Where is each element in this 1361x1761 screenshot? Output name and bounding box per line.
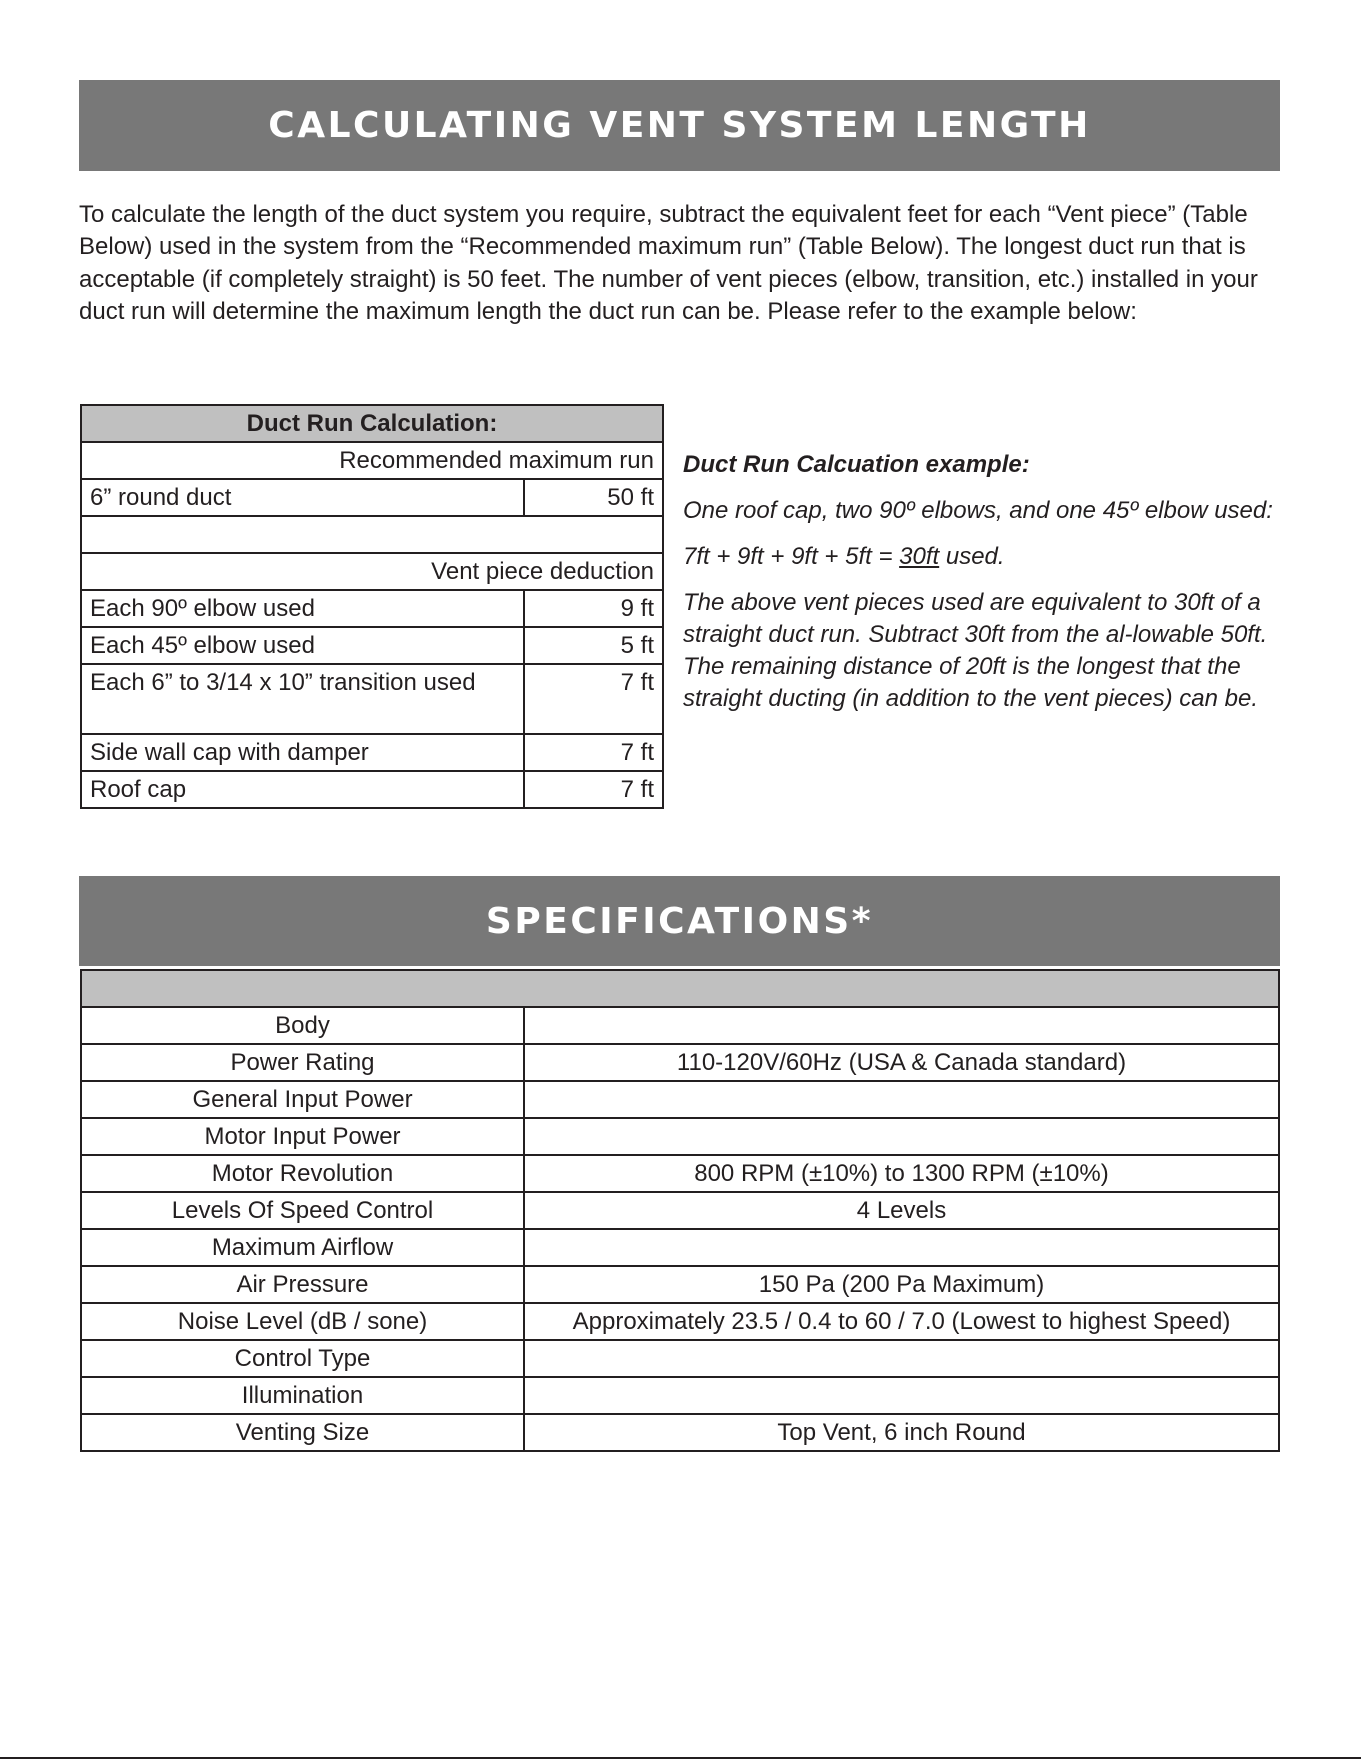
deduction-heading: Vent piece deduction (81, 553, 663, 590)
spacer-row (81, 516, 663, 553)
formula-prefix: 7ft + 9ft + 9ft + 5ft = (683, 543, 900, 570)
table-row (81, 627, 663, 664)
table-row (81, 1192, 1279, 1229)
spec-label: Motor Revolution (81, 1155, 524, 1192)
deduction-label: Each 6” to 3/14 x 10” transition used (81, 664, 524, 734)
deduction-value: 7 ft (524, 734, 663, 771)
table-row (81, 664, 663, 734)
duct-label: 6” round duct (81, 479, 524, 516)
table-row (81, 771, 663, 808)
example-para-explanation: The above vent pieces used are equivalent to 30ft of a straight duct run. Subtract 30ft from the al-lowable 50ft. The remaining distance of 20ft is the longest that the straight ducting (in addition to the vent pieces) can be. (683, 589, 1268, 712)
spec-value (524, 1007, 1279, 1044)
example-para-pieces: One roof cap, two 90º elbows, and one 45º elbow used: (683, 497, 1273, 524)
spec-value: 150 Pa (200 Pa Maximum) (524, 1266, 1279, 1303)
deduction-value: 7 ft (524, 771, 663, 808)
table-row (81, 1155, 1279, 1192)
vent-section-title: CALCULATING VENT SYSTEM LENGTH (268, 105, 1091, 146)
spec-label: Air Pressure (81, 1266, 524, 1303)
table-row (81, 1118, 1279, 1155)
formula-suffix: used. (939, 543, 1005, 570)
example-formula (683, 541, 1283, 573)
table-row (81, 1340, 1279, 1377)
intro-paragraph: To calculate the length of the duct system you require, subtract the equivalent feet for each “Vent piece” (Table Below) used in the system from the “Recommended maximum run” (Table Below). The longest duct run that is acceptable (if completely straight) is 50 feet. The number of vent pieces (elbow, transition, etc.) installed in your duct run will determine the maximum length the duct run can be. Please refer to the example below: (79, 201, 1258, 325)
table-row (81, 479, 663, 516)
spec-label: Body (81, 1007, 524, 1044)
spec-label: Control Type (81, 1340, 524, 1377)
spec-value (524, 1118, 1279, 1155)
spec-label: Power Rating (81, 1044, 524, 1081)
spec-value: 110-120V/60Hz (USA & Canada standard) (524, 1044, 1279, 1081)
table-row (81, 734, 663, 771)
table-row (81, 1266, 1279, 1303)
spec-label: Venting Size (81, 1414, 524, 1451)
deduction-value: 9 ft (524, 590, 663, 627)
table-row (81, 1414, 1279, 1451)
vent-section-banner (79, 80, 1280, 171)
deduction-label: Side wall cap with damper (81, 734, 524, 771)
spec-label: Noise Level (dB / sone) (81, 1303, 524, 1340)
table-row (81, 1007, 1279, 1044)
spec-label: Levels Of Speed Control (81, 1192, 524, 1229)
spec-value (524, 1081, 1279, 1118)
deduction-label: Roof cap (81, 771, 524, 808)
table-row (81, 1044, 1279, 1081)
spec-table-header (81, 970, 1279, 1007)
spec-label: Motor Input Power (81, 1118, 524, 1155)
table-row (81, 1229, 1279, 1266)
table-row (81, 1303, 1279, 1340)
spec-section-banner (79, 876, 1280, 966)
spec-value: 4 Levels (524, 1192, 1279, 1229)
spec-label: Illumination (81, 1377, 524, 1414)
duct-value: 50 ft (524, 479, 663, 516)
deduction-value: 7 ft (524, 664, 663, 734)
footer-rule (0, 1757, 1361, 1759)
table-row (81, 1081, 1279, 1118)
deduction-value: 5 ft (524, 627, 663, 664)
deduction-label: Each 90º elbow used (81, 590, 524, 627)
spec-label: General Input Power (81, 1081, 524, 1118)
spec-value (524, 1340, 1279, 1377)
table-row (81, 590, 663, 627)
duct-run-table (80, 404, 664, 809)
spec-section-title: SPECIFICATIONS* (485, 900, 874, 942)
specifications-table (80, 969, 1280, 1452)
spec-value (524, 1229, 1279, 1266)
table-row (81, 1377, 1279, 1414)
formula-total: 30ft (899, 543, 940, 570)
deduction-label: Each 45º elbow used (81, 627, 524, 664)
spec-value: 800 RPM (±10%) to 1300 RPM (±10%) (524, 1155, 1279, 1192)
example-title: Duct Run Calcuation example: (683, 451, 1030, 478)
spec-value (524, 1377, 1279, 1414)
spec-value: Approximately 23.5 / 0.4 to 60 / 7.0 (Lowest to highest Speed) (524, 1303, 1279, 1340)
spec-value: Top Vent, 6 inch Round (524, 1414, 1279, 1451)
duct-example-block (683, 449, 1283, 729)
spec-label: Maximum Airflow (81, 1229, 524, 1266)
duct-table-header: Duct Run Calculation: (81, 405, 663, 442)
max-run-heading: Recommended maximum run (81, 442, 663, 479)
